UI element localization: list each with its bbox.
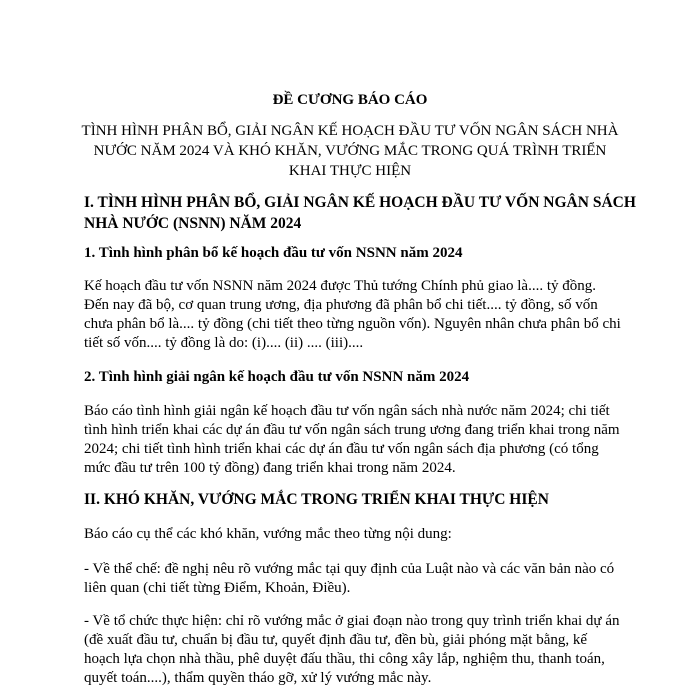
list-item-line: - Về thể chế: đề nghị nêu rõ vướng mắc tại quy định của Luật nào và các văn bản nào có [84, 561, 615, 577]
paragraph-line: Đến nay đã bộ, cơ quan trung ương, địa phương đã phân bổ chi tiết.... tỷ đồng, số vốn [84, 297, 598, 313]
section-1-title-line: NHÀ NƯỚC (NSNN) NĂM 2024 [84, 215, 302, 232]
list-item-line: (đề xuất đầu tư, chuẩn bị đầu tư, quyết định đầu tư, đền bù, giải phóng mặt bằng, kế [84, 632, 588, 648]
subtitle-line: NƯỚC NĂM 2024 VÀ KHÓ KHĂN, VƯỚNG MẮC TRONG QUÁ TRÌNH TRIỂN [93, 143, 607, 159]
list-item-line: - Về tổ chức thực hiện: chỉ rõ vướng mắc ở giai đoạn nào trong quy trình triển khai dự án [84, 613, 620, 629]
section-2-intro: Báo cáo cụ thể các khó khăn, vướng mắc theo từng nội dung: [84, 526, 452, 542]
section-1-title-line: I. TÌNH HÌNH PHÂN BỔ, GIẢI NGÂN KẾ HOẠCH ĐẦU TƯ VỐN NGÂN SÁCH [84, 194, 636, 211]
list-item-line: hoạch lựa chọn nhà thầu, phê duyệt đấu thầu, thi công xây lắp, nghiệm thu, thanh toán, [84, 651, 605, 667]
list-item-line: liên quan (chi tiết từng Điểm, Khoản, Điều). [84, 580, 351, 596]
paragraph-line: tiết số vốn.... tỷ đồng là do: (i).... (ii) .... (iii).... [84, 335, 364, 351]
subsection-2-paragraph [84, 402, 624, 478]
subsection-1-paragraph [84, 277, 624, 353]
list-item-institution [84, 560, 624, 598]
paragraph-line: chưa phân bổ là.... tỷ đồng (chi tiết theo từng nguồn vốn). Nguyên nhân chưa phân bổ chi [84, 316, 621, 332]
paragraph-line: 2024; chi tiết tình hình triển khai các dự án đầu tư vốn ngân sách địa phương (có tổng [84, 441, 599, 457]
subsection-2-title: 2. Tình hình giải ngân kế hoạch đầu tư vốn NSNN năm 2024 [84, 369, 470, 385]
section-1-title [84, 192, 636, 234]
subtitle-line: TÌNH HÌNH PHÂN BỔ, GIẢI NGÂN KẾ HOẠCH ĐẦU TƯ VỐN NGÂN SÁCH NHÀ [81, 123, 619, 139]
paragraph-line: Kế hoạch đầu tư vốn NSNN năm 2024 được Thủ tướng Chính phủ giao là.... tỷ đồng. [84, 278, 597, 294]
paragraph-line: Báo cáo tình hình giải ngân kế hoạch đầu tư vốn ngân sách nhà nước năm 2024; chi tiết [84, 403, 610, 419]
subtitle-line: KHAI THỰC HIỆN [288, 163, 412, 179]
paragraph-line: mức đầu tư trên 100 tỷ đồng) đang triển khai trong năm 2024. [84, 460, 456, 476]
list-item-implementation [84, 612, 624, 688]
list-item-line: quyết toán....), thẩm quyền tháo gỡ, xử lý vướng mắc này. [84, 670, 432, 686]
subsection-1-title: 1. Tình hình phân bổ kế hoạch đầu tư vốn NSNN năm 2024 [84, 245, 463, 261]
document-heading: ĐỀ CƯƠNG BÁO CÁO [272, 92, 428, 108]
paragraph-line: tình hình triển khai các dự án đầu tư vốn ngân sách trung ương đang triển khai trong năm [84, 422, 620, 438]
section-2-title: II. KHÓ KHĂN, VƯỚNG MẮC TRONG TRIỂN KHAI THỰC HIỆN [84, 491, 549, 508]
document-subtitle [60, 121, 640, 181]
